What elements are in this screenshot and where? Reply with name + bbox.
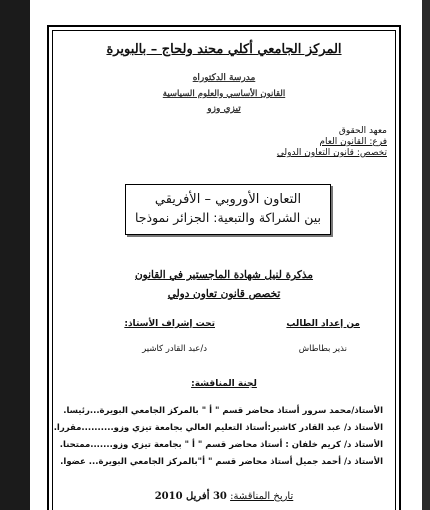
thesis-title-line2: بين الشراكة والتبعية: الجزائر نموذجا bbox=[134, 210, 322, 225]
lab-name: القانون الأساسي والعلوم السياسية bbox=[162, 89, 286, 99]
institute-info bbox=[277, 126, 387, 159]
city-name: تيزي وزو bbox=[207, 104, 241, 114]
jury-title: لجنة المناقشة: bbox=[191, 379, 257, 389]
degree-line1: مذكرة لنيل شهادة الماجستير في القانون bbox=[134, 269, 314, 281]
specialty-name: تخصص: قانون التعاون الدولي bbox=[276, 148, 387, 158]
jury-list bbox=[53, 403, 383, 471]
thesis-title-box bbox=[125, 184, 331, 235]
jury-member: الأستاذ د/ أحمد جميل أستاذ محاضر قسم " أ"بالمركز الجامعي البويرة... عضوا. bbox=[60, 457, 383, 467]
page-border-frame bbox=[47, 25, 401, 510]
prepared-by-label: من إعداد الطالب bbox=[286, 319, 360, 329]
jury-member: الأستاذ/محمد سرور أستاذ محاضر قسم " أ " بالمركز الجامعي البويرة...رئيسا. bbox=[63, 406, 383, 416]
defense-date bbox=[53, 491, 395, 502]
doctoral-school: مدرسة الدكتوراه bbox=[192, 73, 256, 83]
branch-name: فرع: القانون العام bbox=[319, 137, 387, 147]
jury-member: الأستاذ د/ عبد القادر كاشير:أستاذ التعليم العالي بجامعة تيزي وزو..........مقررا. bbox=[53, 423, 383, 433]
supervisor-name: د/عبد القادر كاشير bbox=[142, 344, 207, 354]
dark-side-margin bbox=[0, 0, 30, 510]
supervisor-label: تحت إشراف الأستاذ: bbox=[124, 319, 215, 329]
jury-member: الأستاذ د/ كريم خلفان : أستاذ محاضر قسم " أ " بجامعة تيزي وزو.......ممتحنا. bbox=[59, 440, 383, 450]
thesis-title-line1: التعاون الأوروبي – الأفريقي bbox=[154, 192, 302, 207]
institute-name: معهد الحقوق bbox=[338, 126, 387, 136]
defense-date-value: 30 أفريل 2010 bbox=[154, 491, 227, 502]
student-name: نذير بطاطاش bbox=[298, 344, 347, 354]
page-border-inner bbox=[52, 30, 396, 510]
document-page bbox=[30, 0, 422, 510]
university-name: المركز الجامعي أكلي محند ولحاج – بالبويرة bbox=[106, 42, 342, 57]
degree-line2: تخصص قانون تعاون دولي bbox=[167, 288, 281, 300]
defense-date-label: تاريخ المناقشة: bbox=[230, 491, 294, 502]
